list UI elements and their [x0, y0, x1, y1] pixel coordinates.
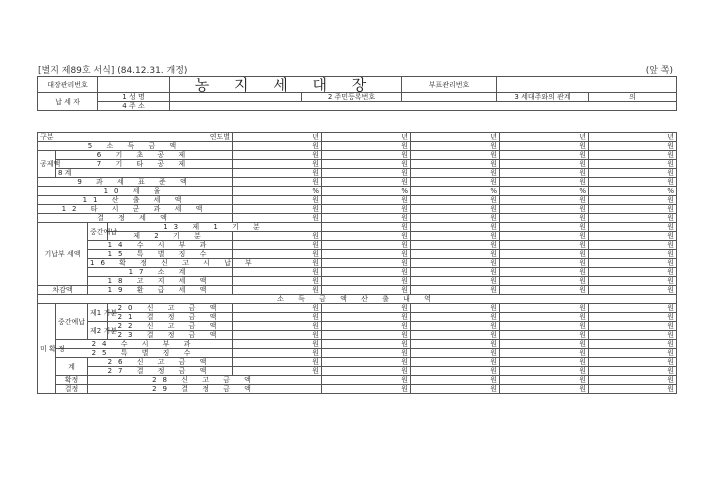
- subtotal-label: 17 소 계: [88, 268, 233, 277]
- interim2-label: 중간예납: [56, 304, 88, 340]
- computed-tax-value-5[interactable]: 원: [589, 196, 677, 205]
- special2-value-2[interactable]: 원: [322, 349, 411, 358]
- special2-value-5[interactable]: 원: [589, 349, 677, 358]
- adhoc-levy-value-3[interactable]: 원: [411, 241, 500, 250]
- adhoc-levy-value-4[interactable]: 원: [500, 241, 589, 250]
- basic-deduction-value-3[interactable]: 원: [411, 151, 500, 160]
- basic-deduction-value-2[interactable]: 원: [322, 151, 411, 160]
- deduction-total-value-4[interactable]: 원: [500, 169, 589, 178]
- interim-label: 중간예납: [88, 223, 108, 241]
- final-return-payment-value-2[interactable]: 원: [322, 259, 411, 268]
- table-row: [38, 385, 677, 394]
- period2-label: 제 2 기 분: [108, 232, 233, 241]
- tax-base-value-3[interactable]: 원: [411, 178, 500, 187]
- refund-tax-value-2[interactable]: 원: [322, 286, 411, 295]
- prepaid-group-label: 기납부 세액: [38, 223, 88, 286]
- final-return-payment-value-5[interactable]: 원: [589, 259, 677, 268]
- confirm-filed-value-1[interactable]: 원: [322, 376, 411, 385]
- reg-no-field[interactable]: [402, 93, 497, 102]
- final-return-payment-value-1[interactable]: 원: [233, 259, 322, 268]
- p2-filed-value-3[interactable]: 원: [411, 322, 500, 331]
- adhoc-levy-value-2[interactable]: 원: [322, 241, 411, 250]
- p1-filed-value-1[interactable]: 원: [233, 304, 322, 313]
- computed-tax-value-1[interactable]: 원: [233, 196, 322, 205]
- p2-filed-value-5[interactable]: 원: [589, 322, 677, 331]
- table-row: [38, 313, 677, 322]
- period1-value-2[interactable]: 원: [411, 223, 500, 232]
- address-label: 4 주 소: [98, 102, 170, 111]
- table-row: [38, 232, 677, 241]
- p2-determined-value-2[interactable]: 원: [322, 331, 411, 340]
- basic-deduction-label: 6 기 초 공 제: [56, 151, 233, 160]
- income-value-4[interactable]: 원: [500, 142, 589, 151]
- table-row: [38, 277, 677, 286]
- refund-tax-value-1[interactable]: 원: [233, 286, 322, 295]
- other-deduction-value-2[interactable]: 원: [322, 160, 411, 169]
- total-determined-value-3[interactable]: 원: [411, 367, 500, 376]
- corner-left: 구분: [40, 133, 54, 141]
- taxpayer-info-table: [37, 76, 677, 111]
- table-row: [38, 340, 677, 349]
- determined-tax-value-3[interactable]: 원: [411, 214, 500, 223]
- notice-tax-value-3[interactable]: 원: [411, 277, 500, 286]
- other-region-tax-value-5[interactable]: 원: [589, 205, 677, 214]
- ledger-no-label: 대장관리번호: [38, 77, 98, 93]
- corner-header: [38, 133, 233, 142]
- confirm-determined-label: 29 결 정 금 액: [88, 385, 322, 394]
- p1-filed-value-3[interactable]: 원: [411, 304, 500, 313]
- notice-tax-value-5[interactable]: 원: [589, 277, 677, 286]
- income-value-1[interactable]: 원: [233, 142, 322, 151]
- deduction-total-label: 8 계: [56, 169, 233, 178]
- year-header-2: 년: [322, 133, 411, 142]
- special-collection-value-5[interactable]: 원: [589, 250, 677, 259]
- total-filed-value-3[interactable]: 원: [411, 358, 500, 367]
- subtotal-value-2[interactable]: 원: [322, 268, 411, 277]
- deduction-group-label: 공제액: [38, 151, 56, 178]
- adhoc2-value-3[interactable]: 원: [411, 340, 500, 349]
- computed-tax-value-2[interactable]: 원: [322, 196, 411, 205]
- notice-tax-value-4[interactable]: 원: [500, 277, 589, 286]
- basic-deduction-value-1[interactable]: 원: [233, 151, 322, 160]
- period2-value-2[interactable]: 원: [322, 232, 411, 241]
- p2-filed-value-1[interactable]: 원: [233, 322, 322, 331]
- table-row: [38, 376, 677, 385]
- adhoc2-value-4[interactable]: 원: [500, 340, 589, 349]
- refund-tax-value-3[interactable]: 원: [411, 286, 500, 295]
- tax-base-value-5[interactable]: 원: [589, 178, 677, 187]
- total-filed-value-4[interactable]: 원: [500, 358, 589, 367]
- p1-filed-value-2[interactable]: 원: [322, 304, 411, 313]
- total-determined-label: 27 결 정 금 액: [88, 367, 233, 376]
- income-value-3[interactable]: 원: [411, 142, 500, 151]
- deduction-total-value-1[interactable]: 원: [233, 169, 322, 178]
- table-row: [38, 187, 677, 196]
- tax-base-value-2[interactable]: 원: [322, 178, 411, 187]
- tax-base-value-4[interactable]: 원: [500, 178, 589, 187]
- computed-tax-value-4[interactable]: 원: [500, 196, 589, 205]
- sub-no-field[interactable]: [497, 77, 677, 93]
- tax-grid: [37, 132, 677, 394]
- confirm-filed-value-4[interactable]: 원: [589, 376, 677, 385]
- decision-label: 결정: [56, 385, 88, 394]
- income-label: 5 소 득 금 액: [38, 142, 233, 151]
- p1-determined-value-4[interactable]: 원: [500, 313, 589, 322]
- period1-value-1[interactable]: 원: [322, 223, 411, 232]
- table-row: [38, 169, 677, 178]
- final-return-payment-label: 16 확 정 신 고 시 납 부: [88, 259, 233, 268]
- confirm-determined-value-3[interactable]: 원: [500, 385, 589, 394]
- sub-no-label: 부표관리번호: [402, 77, 497, 93]
- relation-label: 3 세대주와의 관계: [497, 93, 589, 102]
- special-collection-value-3[interactable]: 원: [411, 250, 500, 259]
- tax-base-label: 9 과 세 표 준 액: [38, 178, 233, 187]
- determined-tax-value-1[interactable]: 원: [233, 214, 322, 223]
- deduction-total-value-5[interactable]: 원: [589, 169, 677, 178]
- period1-label: 13 제 1 기 분: [108, 223, 322, 232]
- period2-value-5[interactable]: 원: [589, 232, 677, 241]
- notice-tax-label: 18 고 지 세 액: [88, 277, 233, 286]
- period2-value-4[interactable]: 원: [500, 232, 589, 241]
- total-determined-value-2[interactable]: 원: [322, 367, 411, 376]
- other-deduction-value-4[interactable]: 원: [500, 160, 589, 169]
- table-row: [38, 151, 677, 160]
- table-row: [38, 241, 677, 250]
- p1-determined-value-3[interactable]: 원: [411, 313, 500, 322]
- form-reference: [별지 제89호 서식] (84.12.31. 개정): [38, 66, 188, 76]
- special-collection-value-1[interactable]: 원: [233, 250, 322, 259]
- tax-rate-value-5[interactable]: %: [589, 187, 677, 196]
- reg-no-label: 2 주민등록번호: [302, 93, 402, 102]
- tax-rate-value-2[interactable]: %: [322, 187, 411, 196]
- other-deduction-value-3[interactable]: 원: [411, 160, 500, 169]
- notice-tax-value-1[interactable]: 원: [233, 277, 322, 286]
- p2-determined-value-4[interactable]: 원: [500, 331, 589, 340]
- computed-tax-value-3[interactable]: 원: [411, 196, 500, 205]
- table-row: [38, 367, 677, 376]
- p1-determined-value-1[interactable]: 원: [233, 313, 322, 322]
- confirm-determined-value-1[interactable]: 원: [322, 385, 411, 394]
- adhoc2-label: 24 수 시 부 과: [56, 340, 233, 349]
- section-title: 소 득 금 액 산 출 내 역: [38, 295, 677, 304]
- determined-tax-value-5[interactable]: 원: [589, 214, 677, 223]
- ledger-form: [37, 76, 676, 440]
- period1-value-4[interactable]: 원: [589, 223, 677, 232]
- special-collection-label: 15 특 별 징 수: [88, 250, 233, 259]
- subtotal-value-3[interactable]: 원: [411, 268, 500, 277]
- total-filed-value-5[interactable]: 원: [589, 358, 677, 367]
- table-row: [38, 178, 677, 187]
- p2-filed-label: 22 신 고 금 액: [108, 322, 233, 331]
- determined-tax-value-2[interactable]: 원: [322, 214, 411, 223]
- p2-determined-label: 23 결 정 금 액: [108, 331, 233, 340]
- tax-rate-value-4[interactable]: %: [500, 187, 589, 196]
- p2-filed-value-2[interactable]: 원: [322, 322, 411, 331]
- adhoc-levy-value-1[interactable]: 원: [233, 241, 322, 250]
- taxpayer-label: 납 세 자: [38, 93, 98, 111]
- adhoc2-value-1[interactable]: 원: [233, 340, 322, 349]
- confirm-filed-value-3[interactable]: 원: [500, 376, 589, 385]
- subtotal-value-1[interactable]: 원: [233, 268, 322, 277]
- table-row: [38, 358, 677, 367]
- table-row: [38, 268, 677, 277]
- total-group-label: 계: [56, 358, 88, 376]
- p2-determined-value-3[interactable]: 원: [411, 331, 500, 340]
- p1-filed-label: 20 신 고 금 액: [108, 304, 233, 313]
- subtotal-value-4[interactable]: 원: [500, 268, 589, 277]
- year-header-5: 년: [589, 133, 677, 142]
- p2-filed-value-4[interactable]: 원: [500, 322, 589, 331]
- other-deduction-value-5[interactable]: 원: [589, 160, 677, 169]
- year-header-3: 년: [411, 133, 500, 142]
- special-collection-value-4[interactable]: 원: [500, 250, 589, 259]
- table-row: [38, 196, 677, 205]
- income-value-5[interactable]: 원: [589, 142, 677, 151]
- tax-rate-value-3[interactable]: %: [411, 187, 500, 196]
- adhoc2-value-2[interactable]: 원: [322, 340, 411, 349]
- final-return-payment-value-4[interactable]: 원: [500, 259, 589, 268]
- confirm-determined-value-4[interactable]: 원: [589, 385, 677, 394]
- period2-value-3[interactable]: 원: [411, 232, 500, 241]
- tax-base-value-1[interactable]: 원: [233, 178, 322, 187]
- p2-determined-value-5[interactable]: 원: [589, 331, 677, 340]
- total-filed-value-1[interactable]: 원: [233, 358, 322, 367]
- p2-determined-value-1[interactable]: 원: [233, 331, 322, 340]
- name-label: 1 성 명: [98, 93, 170, 102]
- table-row: [38, 304, 677, 313]
- period2-sub-label: 제2 기분: [88, 322, 108, 340]
- refund-tax-value-4[interactable]: 원: [500, 286, 589, 295]
- confirm-determined-value-2[interactable]: 원: [411, 385, 500, 394]
- final-return-payment-value-3[interactable]: 원: [411, 259, 500, 268]
- other-region-tax-value-4[interactable]: 원: [500, 205, 589, 214]
- special2-value-1[interactable]: 원: [233, 349, 322, 358]
- corner-right: 연도별: [209, 133, 231, 141]
- total-determined-value-4[interactable]: 원: [500, 367, 589, 376]
- tax-rate-value-1[interactable]: %: [233, 187, 322, 196]
- confirm-filed-label: 28 신 고 금 액: [88, 376, 322, 385]
- notice-tax-value-2[interactable]: 원: [322, 277, 411, 286]
- table-row: [38, 286, 677, 295]
- p1-determined-value-5[interactable]: 원: [589, 313, 677, 322]
- other-region-tax-value-3[interactable]: 원: [411, 205, 500, 214]
- other-deduction-value-1[interactable]: 원: [233, 160, 322, 169]
- refund-tax-label: 19 환 급 세 액: [88, 286, 233, 295]
- total-filed-value-2[interactable]: 원: [322, 358, 411, 367]
- total-filed-label: 26 신 고 금 액: [88, 358, 233, 367]
- table-row: [38, 259, 677, 268]
- total-determined-value-1[interactable]: 원: [233, 367, 322, 376]
- year-header-4: 년: [500, 133, 589, 142]
- adhoc-levy-label: 14 수 시 부 과: [88, 241, 233, 250]
- other-deduction-label: 7 기 타 공 제: [56, 160, 233, 169]
- p1-determined-label: 21 결 정 금 액: [108, 313, 233, 322]
- year-header-1: 년: [233, 133, 322, 142]
- income-value-2[interactable]: 원: [322, 142, 411, 151]
- relation-suffix: 의: [589, 93, 677, 102]
- period2-value-1[interactable]: 원: [233, 232, 322, 241]
- section-title-row: [38, 295, 677, 304]
- form-title: 농 지 세 대 장: [170, 77, 402, 93]
- refund-tax-value-5[interactable]: 원: [589, 286, 677, 295]
- special-collection-value-2[interactable]: 원: [322, 250, 411, 259]
- table-row: [38, 331, 677, 340]
- adhoc-levy-value-5[interactable]: 원: [589, 241, 677, 250]
- confirm-filed-value-2[interactable]: 원: [411, 376, 500, 385]
- ledger-no-field[interactable]: [98, 77, 170, 93]
- page-side-label: (앞 쪽): [645, 66, 673, 76]
- computed-tax-label: 11 산 출 세 액: [38, 196, 233, 205]
- period1-value-3[interactable]: 원: [500, 223, 589, 232]
- determined-tax-label: 결 정 세 액: [38, 214, 233, 223]
- p1-filed-value-4[interactable]: 원: [500, 304, 589, 313]
- deduction-total-value-3[interactable]: 원: [411, 169, 500, 178]
- table-row: [38, 142, 677, 151]
- confirm-label: 확정: [56, 376, 88, 385]
- special2-value-4[interactable]: 원: [500, 349, 589, 358]
- table-row: [38, 160, 677, 169]
- period1-sub-label: 제1 기분: [88, 304, 108, 322]
- difference-group-label: 차감액: [38, 286, 88, 295]
- other-region-tax-label: 12 타 시 군 과 세 액: [38, 205, 233, 214]
- other-region-tax-value-2[interactable]: 원: [322, 205, 411, 214]
- table-row: [38, 205, 677, 214]
- special2-label: 25 특 별 징 수: [56, 349, 233, 358]
- address-field[interactable]: [170, 102, 677, 111]
- basic-deduction-value-4[interactable]: 원: [500, 151, 589, 160]
- adhoc2-value-5[interactable]: 원: [589, 340, 677, 349]
- total-determined-value-5[interactable]: 원: [589, 367, 677, 376]
- tax-rate-label: 10 세 율: [38, 187, 233, 196]
- table-row: [38, 223, 677, 232]
- table-row: [38, 322, 677, 331]
- determined-tax-value-4[interactable]: 원: [500, 214, 589, 223]
- table-row: [38, 214, 677, 223]
- year-header-row: [38, 133, 677, 142]
- deduction-total-value-2[interactable]: 원: [322, 169, 411, 178]
- name-field[interactable]: [170, 93, 302, 102]
- subtotal-value-5[interactable]: 원: [589, 268, 677, 277]
- unfinalized-group-label: 미 확 정: [38, 304, 56, 394]
- basic-deduction-value-5[interactable]: 원: [589, 151, 677, 160]
- table-row: [38, 349, 677, 358]
- other-region-tax-value-1[interactable]: 원: [233, 205, 322, 214]
- table-row: [38, 250, 677, 259]
- special2-value-3[interactable]: 원: [411, 349, 500, 358]
- p1-determined-value-2[interactable]: 원: [322, 313, 411, 322]
- p1-filed-value-5[interactable]: 원: [589, 304, 677, 313]
